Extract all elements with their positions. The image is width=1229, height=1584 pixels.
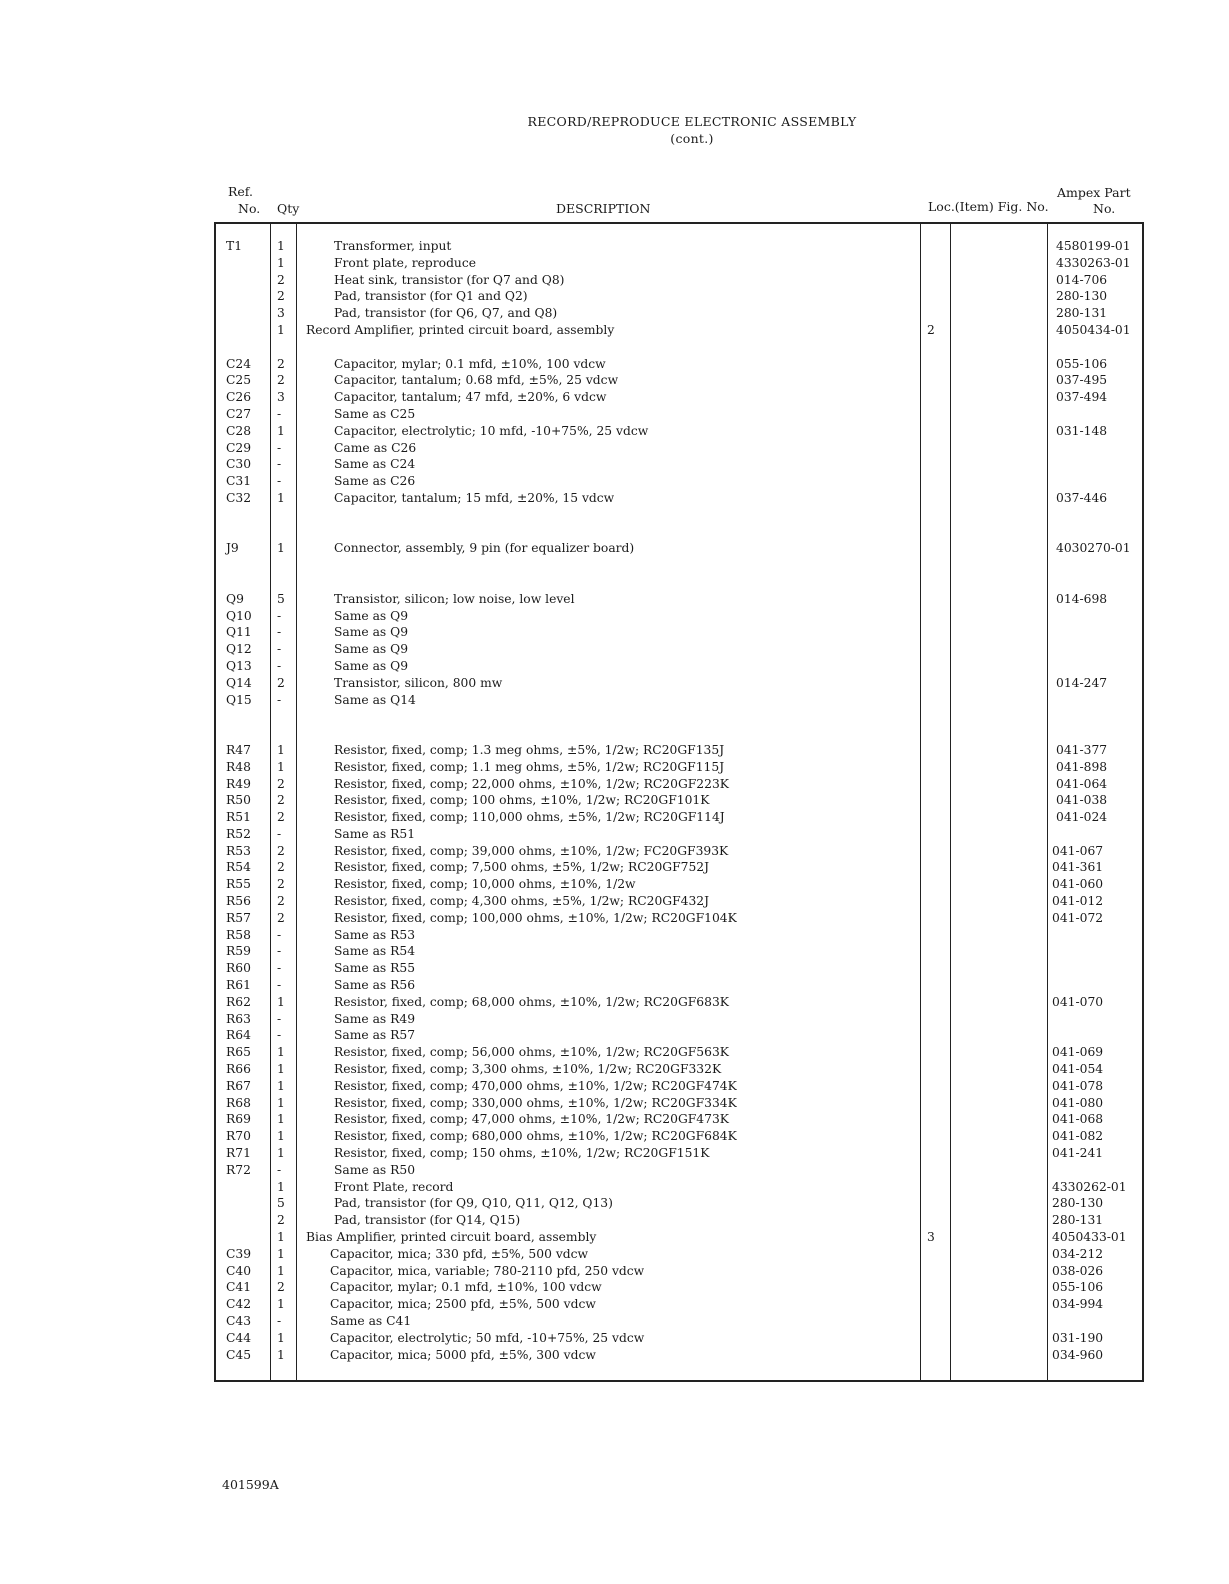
description-cell: Capacitor, mica; 2500 pfd, ±5%, 500 vdcw	[330, 1297, 596, 1312]
description-cell: Resistor, fixed, comp; 470,000 ohms, ±10%, 1/2w; RC20GF474K	[334, 1078, 737, 1093]
qty-cell: 1	[277, 1146, 285, 1161]
ref-cell: R47	[226, 742, 251, 757]
header-ref-line1: Ref.	[228, 184, 253, 199]
table-row	[0, 456, 1229, 473]
part-number-cell: 4050433-01	[1052, 1230, 1127, 1245]
header-qty: Qty	[277, 201, 300, 216]
qty-cell: 2	[277, 793, 285, 808]
table-row	[0, 490, 1229, 507]
ref-cell: Q14	[226, 675, 252, 690]
description-cell: Resistor, fixed, comp; 3,300 ohms, ±10%, 1/2w; RC20GF332K	[334, 1062, 722, 1077]
description-cell: Capacitor, mylar; 0.1 mfd, ±10%, 100 vdcw	[330, 1280, 602, 1295]
page-title	[0, 113, 1229, 147]
table-row	[0, 356, 1229, 373]
part-number-cell: 034-994	[1052, 1297, 1104, 1312]
description-cell: Capacitor, tantalum; 15 mfd, ±20%, 15 vdcw	[334, 490, 615, 505]
ref-cell: C45	[226, 1347, 252, 1362]
ref-cell: C43	[226, 1314, 252, 1328]
qty-cell: -	[277, 625, 282, 640]
ref-cell: C30	[226, 457, 252, 472]
table-row	[0, 389, 1229, 406]
description-cell: Same as Q9	[334, 608, 409, 623]
qty-cell: -	[277, 1028, 282, 1043]
table-row	[0, 859, 1229, 876]
ref-cell: C40	[226, 1263, 252, 1278]
qty-cell: 2	[277, 843, 285, 858]
table-row	[0, 675, 1229, 692]
qty-cell: 1	[277, 1230, 285, 1245]
table-row	[0, 1212, 1229, 1229]
qty-cell: 2	[277, 289, 285, 304]
description-cell: Same as R50	[334, 1162, 416, 1177]
description-cell: Resistor, fixed, comp; 39,000 ohms, ±10%, 1/2w; FC20GF393K	[334, 843, 729, 858]
part-number-cell: 014-706	[1056, 272, 1108, 287]
ref-cell: R64	[226, 1028, 251, 1043]
qty-cell: 1	[277, 1347, 285, 1362]
table-row	[0, 1095, 1229, 1112]
description-cell: Transistor, silicon; low noise, low level	[334, 591, 575, 606]
qty-cell: 1	[277, 1179, 285, 1194]
description-cell: Capacitor, mica, variable; 780-2110 pfd, 250 vdcw	[330, 1263, 645, 1278]
description-cell: Same as Q9	[334, 625, 409, 640]
ref-cell: Q15	[226, 692, 252, 707]
part-number-cell: 041-241	[1052, 1146, 1104, 1161]
part-number-cell: 4330263-01	[1056, 255, 1131, 270]
qty-cell: 1	[277, 1246, 285, 1261]
table-row	[0, 1027, 1229, 1044]
blank-row	[0, 725, 1229, 742]
description-cell: Transistor, silicon, 800 mw	[334, 675, 503, 690]
description-cell: Resistor, fixed, comp; 1.1 meg ohms, ±5%, 1/2w; RC20GF115J	[334, 759, 725, 774]
ref-cell: R52	[226, 826, 251, 841]
qty-cell: 2	[277, 675, 285, 690]
part-number-cell: 041-361	[1052, 860, 1104, 875]
qty-cell: 5	[277, 1196, 285, 1211]
ref-cell: Q12	[226, 642, 252, 657]
part-number-cell: 041-054	[1052, 1062, 1104, 1077]
qty-cell: 1	[277, 423, 285, 438]
ref-cell: C29	[226, 440, 252, 455]
ref-cell: R69	[226, 1112, 251, 1127]
description-cell: Connector, assembly, 9 pin (for equalizer board)	[334, 541, 635, 556]
qty-cell: 2	[277, 894, 285, 909]
table-row	[0, 1347, 1229, 1364]
qty-cell: 1	[277, 255, 285, 270]
description-cell: Same as R56	[334, 978, 416, 993]
ref-cell: J9	[226, 541, 239, 556]
part-number-cell: 037-446	[1056, 490, 1108, 505]
description-cell: Resistor, fixed, comp; 330,000 ohms, ±10%, 1/2w; RC20GF334K	[334, 1095, 737, 1110]
description-cell: Record Amplifier, printed circuit board, assembly	[306, 322, 615, 337]
description-cell: Same as C26	[334, 474, 416, 489]
part-number-cell: 041-069	[1052, 1045, 1104, 1060]
ref-cell: Q9	[226, 591, 244, 606]
ref-cell: R48	[226, 759, 251, 774]
table-row	[0, 322, 1229, 339]
ref-cell: C27	[226, 406, 252, 421]
qty-cell: 2	[277, 373, 285, 388]
qty-cell: 3	[277, 306, 285, 321]
ref-cell: C41	[226, 1280, 252, 1295]
description-cell: Resistor, fixed, comp; 100,000 ohms, ±10%, 1/2w; RC20GF104K	[334, 910, 737, 925]
description-cell: Pad, transistor (for Q1 and Q2)	[334, 289, 528, 304]
table-row	[0, 1179, 1229, 1196]
qty-cell: -	[277, 457, 282, 472]
description-cell: Same as Q9	[334, 642, 409, 657]
part-number-cell: 041-072	[1052, 910, 1104, 925]
description-cell: Resistor, fixed, comp; 56,000 ohms, ±10%, 1/2w; RC20GF563K	[334, 1045, 729, 1060]
table-row	[0, 591, 1229, 608]
description-cell: Resistor, fixed, comp; 68,000 ohms, ±10%, 1/2w; RC20GF683K	[334, 994, 729, 1009]
part-number-cell: 014-247	[1056, 675, 1108, 690]
ref-cell: Q13	[226, 658, 252, 673]
blank-row	[0, 524, 1229, 541]
part-number-cell: 4050434-01	[1056, 322, 1131, 337]
blank-row	[0, 557, 1229, 574]
description-cell: Bias Amplifier, printed circuit board, assembly	[306, 1230, 597, 1245]
description-cell: Resistor, fixed, comp; 680,000 ohms, ±10%, 1/2w; RC20GF684K	[334, 1129, 737, 1144]
part-number-cell: 041-082	[1052, 1129, 1104, 1144]
table-row	[0, 910, 1229, 927]
table-row	[0, 1246, 1229, 1263]
qty-cell: 1	[277, 1062, 285, 1077]
description-cell: Transformer, input	[334, 239, 452, 253]
ref-cell: R50	[226, 793, 251, 808]
qty-cell: 5	[277, 591, 285, 606]
part-number-cell: 4030270-01	[1056, 541, 1131, 556]
table-row	[0, 540, 1229, 557]
description-cell: Pad, transistor (for Q9, Q10, Q11, Q12, Q13)	[334, 1196, 613, 1211]
description-cell: Came as C26	[334, 440, 417, 455]
qty-cell: 1	[277, 742, 285, 757]
description-cell: Resistor, fixed, comp; 10,000 ohms, ±10%, 1/2w	[334, 877, 636, 892]
qty-cell: 2	[277, 356, 285, 371]
description-cell: Capacitor, electrolytic; 50 mfd, -10+75%, 25 vdcw	[330, 1330, 645, 1345]
ref-cell: C28	[226, 423, 252, 438]
part-number-cell: 041-024	[1056, 810, 1108, 825]
qty-cell: 2	[277, 1280, 285, 1295]
table-row	[0, 1263, 1229, 1280]
table-row	[0, 238, 1229, 255]
ref-cell: R49	[226, 776, 251, 791]
qty-cell: 1	[277, 1330, 285, 1345]
table-row	[0, 943, 1229, 960]
header-ref-line2: No.	[238, 201, 261, 216]
part-number-cell: 014-698	[1056, 591, 1108, 606]
parts-list	[0, 238, 1229, 1363]
ref-cell: Q11	[226, 625, 252, 640]
part-number-cell: 041-898	[1056, 759, 1108, 774]
table-row	[0, 624, 1229, 641]
part-number-cell: 034-960	[1052, 1347, 1104, 1362]
description-cell: Capacitor, tantalum; 0.68 mfd, ±5%, 25 vdcw	[334, 373, 619, 388]
description-cell: Capacitor, tantalum; 47 mfd, ±20%, 6 vdcw	[334, 390, 607, 405]
qty-cell: 1	[277, 994, 285, 1009]
description-cell: Capacitor, electrolytic; 10 mfd, -10+75%, 25 vdcw	[334, 423, 649, 438]
qty-cell: 1	[277, 1297, 285, 1312]
ref-cell: R67	[226, 1078, 251, 1093]
ref-cell: R58	[226, 927, 251, 942]
qty-cell: 2	[277, 1213, 285, 1228]
description-cell: Same as Q14	[334, 692, 416, 707]
description-cell: Resistor, fixed, comp; 4,300 ohms, ±5%, 1/2w; RC20GF432J	[334, 894, 710, 909]
part-number-cell: 055-106	[1052, 1280, 1104, 1295]
part-number-cell: 041-078	[1052, 1078, 1104, 1093]
ref-cell: R65	[226, 1045, 251, 1060]
table-row	[0, 893, 1229, 910]
table-row	[0, 1313, 1229, 1330]
ref-cell: R71	[226, 1146, 251, 1161]
table-row	[0, 1128, 1229, 1145]
table-row	[0, 608, 1229, 625]
part-number-cell: 4330262-01	[1052, 1179, 1127, 1194]
qty-cell: -	[277, 961, 282, 976]
header-loc-fig: Loc.(Item) Fig. No.	[928, 199, 1049, 214]
description-cell: Heat sink, transistor (for Q7 and Q8)	[334, 272, 565, 287]
qty-cell: 1	[277, 541, 285, 556]
qty-cell: -	[277, 1314, 282, 1328]
table-row	[0, 1229, 1229, 1246]
description-cell: Resistor, fixed, comp; 22,000 ohms, ±10%, 1/2w; RC20GF223K	[334, 776, 729, 791]
table-row	[0, 1296, 1229, 1313]
qty-cell: -	[277, 692, 282, 707]
qty-cell: 2	[277, 272, 285, 287]
ref-cell: R56	[226, 894, 251, 909]
qty-cell: 2	[277, 877, 285, 892]
ref-cell: C25	[226, 373, 252, 388]
part-number-cell: 041-377	[1056, 742, 1108, 757]
qty-cell: 1	[277, 759, 285, 774]
table-row	[0, 826, 1229, 843]
part-number-cell: 041-070	[1052, 994, 1104, 1009]
ref-cell: R53	[226, 843, 251, 858]
part-number-cell: 041-064	[1056, 776, 1108, 791]
ref-cell: R70	[226, 1129, 251, 1144]
qty-cell: 1	[277, 1095, 285, 1110]
part-number-cell: 041-012	[1052, 894, 1104, 909]
part-number-cell: 4580199-01	[1056, 239, 1131, 253]
part-number-cell: 031-148	[1056, 423, 1108, 438]
description-cell: Same as R51	[334, 826, 416, 841]
qty-cell: -	[277, 1162, 282, 1177]
description-cell: Front Plate, record	[334, 1179, 454, 1194]
table-row	[0, 473, 1229, 490]
ref-cell: R66	[226, 1062, 251, 1077]
ref-cell: R72	[226, 1162, 251, 1177]
table-row	[0, 255, 1229, 272]
part-number-cell: 055-106	[1056, 356, 1108, 371]
qty-cell: 1	[277, 1045, 285, 1060]
part-number-cell: 038-026	[1052, 1263, 1104, 1278]
description-cell: Same as C25	[334, 406, 416, 421]
ref-cell: Q10	[226, 608, 252, 623]
loc-cell: 2	[927, 322, 935, 337]
part-number-cell: 037-494	[1056, 390, 1108, 405]
description-cell: Same as R49	[334, 1011, 416, 1026]
description-cell: Front plate, reproduce	[334, 255, 477, 270]
qty-cell: -	[277, 944, 282, 959]
part-number-cell: 041-067	[1052, 843, 1104, 858]
table-row	[0, 288, 1229, 305]
ref-cell: C24	[226, 356, 252, 371]
description-cell: Resistor, fixed, comp; 100 ohms, ±10%, 1/2w; RC20GF101K	[334, 793, 710, 808]
qty-cell: 2	[277, 776, 285, 791]
table-row	[0, 1078, 1229, 1095]
description-cell: Resistor, fixed, comp; 150 ohms, ±10%, 1/2w; RC20GF151K	[334, 1146, 710, 1161]
ref-cell: C32	[226, 490, 252, 505]
part-number-cell: 280-131	[1056, 306, 1108, 321]
part-number-cell: 037-495	[1056, 373, 1108, 388]
description-cell: Pad, transistor (for Q6, Q7, and Q8)	[334, 306, 558, 321]
qty-cell: 1	[277, 490, 285, 505]
description-cell: Same as R53	[334, 927, 416, 942]
qty-cell: -	[277, 1011, 282, 1026]
ref-cell: T1	[226, 239, 243, 253]
table-row	[0, 1145, 1229, 1162]
table-row	[0, 792, 1229, 809]
qty-cell: -	[277, 826, 282, 841]
table-row	[0, 876, 1229, 893]
qty-cell: -	[277, 978, 282, 993]
ref-cell: R54	[226, 860, 251, 875]
blank-row	[0, 708, 1229, 725]
qty-cell: 1	[277, 1263, 285, 1278]
part-number-cell: 041-068	[1052, 1112, 1104, 1127]
table-row	[0, 1330, 1229, 1347]
qty-cell: -	[277, 927, 282, 942]
title-line-2: (cont.)	[670, 131, 714, 146]
description-cell: Same as C24	[334, 457, 416, 472]
description-cell: Resistor, fixed, comp; 1.3 meg ohms, ±5%, 1/2w; RC20GF135J	[334, 742, 725, 757]
qty-cell: 2	[277, 860, 285, 875]
ref-cell: R55	[226, 877, 251, 892]
ref-cell: R60	[226, 961, 251, 976]
qty-cell: 1	[277, 239, 285, 253]
ref-cell: C42	[226, 1297, 252, 1312]
table-row	[0, 977, 1229, 994]
table-row	[0, 843, 1229, 860]
qty-cell: 2	[277, 910, 285, 925]
description-cell: Resistor, fixed, comp; 7,500 ohms, ±5%, 1/2w; RC20GF752J	[334, 860, 710, 875]
footer-code: 401599A	[222, 1477, 279, 1492]
blank-row	[0, 574, 1229, 591]
qty-cell: 1	[277, 1112, 285, 1127]
table-row	[0, 1279, 1229, 1296]
loc-cell: 3	[927, 1230, 935, 1245]
qty-cell: -	[277, 658, 282, 673]
description-cell: Same as Q9	[334, 658, 409, 673]
table-row	[0, 776, 1229, 793]
header-part-line2: No.	[1093, 201, 1116, 216]
qty-cell: 2	[277, 810, 285, 825]
qty-cell: 3	[277, 390, 285, 405]
table-row	[0, 759, 1229, 776]
qty-cell: -	[277, 474, 282, 489]
part-number-cell: 041-038	[1056, 793, 1108, 808]
table-row	[0, 641, 1229, 658]
table-row	[0, 960, 1229, 977]
qty-cell: -	[277, 608, 282, 623]
table-row	[0, 809, 1229, 826]
description-cell: Capacitor, mica; 330 pfd, ±5%, 500 vdcw	[330, 1246, 589, 1261]
part-number-cell: 280-130	[1052, 1196, 1104, 1211]
description-cell: Pad, transistor (for Q14, Q15)	[334, 1213, 521, 1228]
ref-cell: R62	[226, 994, 251, 1009]
ref-cell: R59	[226, 944, 251, 959]
description-cell: Capacitor, mylar; 0.1 mfd, ±10%, 100 vdcw	[334, 356, 606, 371]
table-row	[0, 1061, 1229, 1078]
ref-cell: R51	[226, 810, 251, 825]
qty-cell: 1	[277, 1129, 285, 1144]
description-cell: Resistor, fixed, comp; 47,000 ohms, ±10%, 1/2w; RC20GF473K	[334, 1112, 729, 1127]
ref-cell: R61	[226, 978, 251, 993]
part-number-cell: 041-080	[1052, 1095, 1104, 1110]
part-number-cell: 280-131	[1052, 1213, 1104, 1228]
table-row	[0, 658, 1229, 675]
part-number-cell: 034-212	[1052, 1246, 1104, 1261]
description-cell: Same as R57	[334, 1028, 416, 1043]
table-row	[0, 927, 1229, 944]
ref-cell: C26	[226, 390, 252, 405]
table-row	[0, 1044, 1229, 1061]
part-number-cell: 041-060	[1052, 877, 1104, 892]
description-cell: Resistor, fixed, comp; 110,000 ohms, ±5%, 1/2w; RC20GF114J	[334, 810, 725, 825]
header-part-line1: Ampex Part	[1057, 185, 1131, 200]
ref-cell: C44	[226, 1330, 252, 1345]
table-row	[0, 1195, 1229, 1212]
ref-cell: C39	[226, 1246, 252, 1261]
table-row	[0, 742, 1229, 759]
part-number-cell: 280-130	[1056, 289, 1108, 304]
table-row	[0, 305, 1229, 322]
table-row	[0, 423, 1229, 440]
description-cell: Same as C41	[330, 1314, 412, 1328]
qty-cell: 1	[277, 1078, 285, 1093]
qty-cell: -	[277, 440, 282, 455]
header-description: DESCRIPTION	[556, 201, 651, 216]
qty-cell: -	[277, 642, 282, 657]
blank-row	[0, 339, 1229, 356]
blank-row	[0, 507, 1229, 524]
ref-cell: R57	[226, 910, 251, 925]
part-number-cell: 031-190	[1052, 1330, 1104, 1345]
table-row	[0, 440, 1229, 457]
table-row	[0, 1111, 1229, 1128]
description-cell: Same as R55	[334, 961, 416, 976]
table-row	[0, 1162, 1229, 1179]
table-row	[0, 1011, 1229, 1028]
qty-cell: -	[277, 406, 282, 421]
table-row	[0, 692, 1229, 709]
description-cell: Same as R54	[334, 944, 416, 959]
ref-cell: C31	[226, 474, 252, 489]
ref-cell: R68	[226, 1095, 251, 1110]
title-line-1: RECORD/REPRODUCE ELECTRONIC ASSEMBLY	[527, 114, 857, 129]
table-row	[0, 272, 1229, 289]
ref-cell: R63	[226, 1011, 251, 1026]
description-cell: Capacitor, mica; 5000 pfd, ±5%, 300 vdcw	[330, 1347, 596, 1362]
qty-cell: 1	[277, 322, 285, 337]
table-row	[0, 372, 1229, 389]
table-row	[0, 994, 1229, 1011]
table-row	[0, 406, 1229, 423]
